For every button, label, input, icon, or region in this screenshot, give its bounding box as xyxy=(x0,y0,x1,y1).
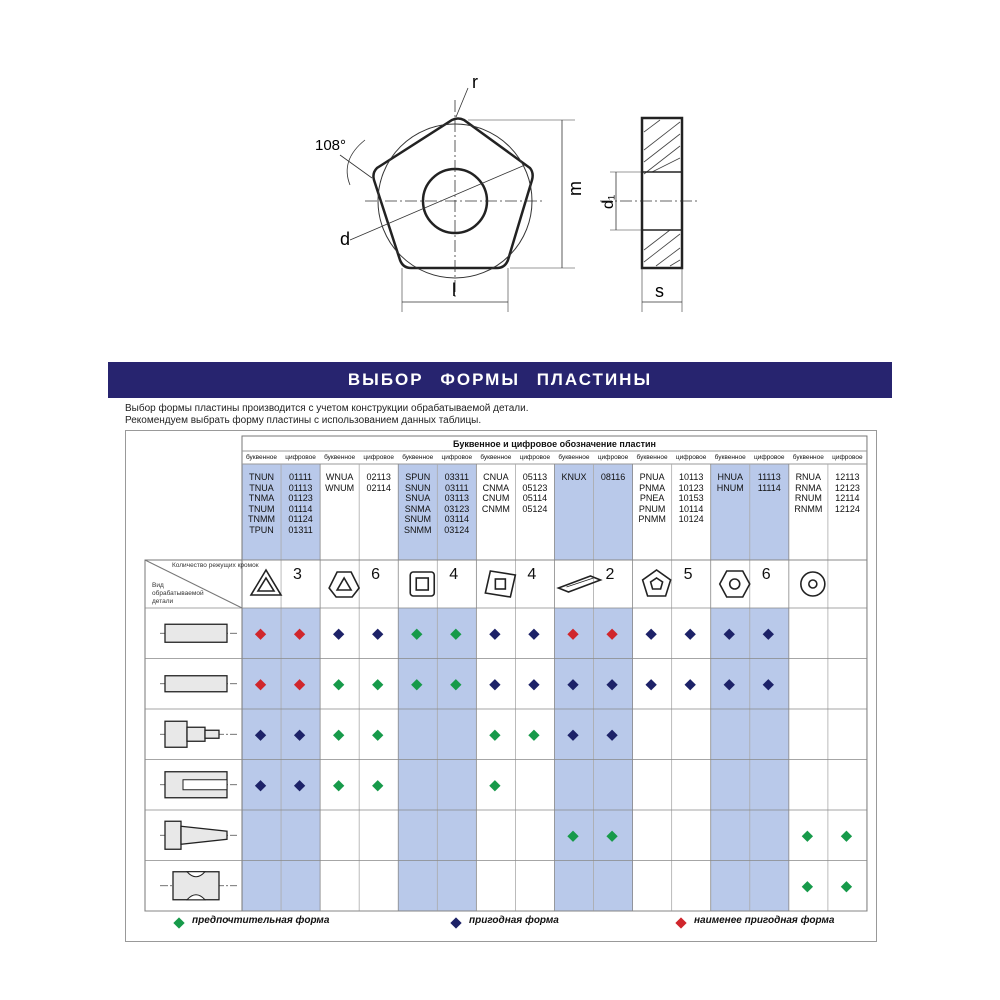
edge-count: 6 xyxy=(371,566,381,583)
suitable-mark xyxy=(372,629,383,640)
stepped-shaft-icon xyxy=(160,721,237,747)
digit-codes: 05113 05123 05114 05124 xyxy=(522,472,548,514)
letter-codes: WNUA WNUM xyxy=(325,472,355,493)
sub-letter-label: буквенное xyxy=(324,454,356,461)
edge-count: 3 xyxy=(293,566,302,583)
sub-digit-label: цифровое xyxy=(363,454,394,461)
page-title: ВЫБОР ФОРМЫ ПЛАСТИНЫ xyxy=(108,362,892,398)
edge-label: l xyxy=(452,280,456,300)
long-shaft-icon xyxy=(160,624,237,642)
intro-line-1: Выбор формы пластины производится с учетом конструкции обрабатываемой детали. xyxy=(125,403,529,414)
sub-letter-label: буквенное xyxy=(480,454,512,461)
corner-part-label: Вид обрабатываемой детали xyxy=(152,582,204,605)
letter-codes: PNUA PNMA PNEA PNUM PNMM xyxy=(638,472,666,524)
preferred-mark xyxy=(372,679,383,690)
edge-count: 4 xyxy=(449,566,459,583)
sub-digit-label: цифровое xyxy=(597,454,629,461)
letter-codes: RNUA RNMA RNUM RNMM xyxy=(794,472,823,514)
suitable-mark xyxy=(489,679,500,690)
preferred-mark xyxy=(802,881,813,892)
preferred-mark xyxy=(333,679,344,690)
digit-codes: 03311 03111 03113 03123 03114 03124 xyxy=(444,472,470,535)
grooved-part-icon xyxy=(160,872,237,900)
sub-letter-label: буквенное xyxy=(714,454,746,461)
preferred-mark xyxy=(802,831,813,842)
thickness-label: s xyxy=(655,281,664,301)
sub-letter-label: буквенное xyxy=(402,454,434,461)
radius-label: r xyxy=(472,72,478,92)
sub-letter-label: буквенное xyxy=(792,454,824,461)
sub-digit-label: цифровое xyxy=(753,454,785,461)
bored-part-icon xyxy=(160,772,237,798)
sub-digit-label: цифровое xyxy=(285,454,316,461)
angle-label: 108° xyxy=(315,137,347,154)
sub-letter-label: буквенное xyxy=(245,454,278,461)
corner-edges-label: Количество режущих кромок xyxy=(172,562,259,569)
preferred-mark xyxy=(372,780,383,791)
suitable-mark xyxy=(685,679,696,690)
suitable-mark xyxy=(645,679,656,690)
preferred-mark xyxy=(841,881,852,892)
suitable-mark xyxy=(645,629,656,640)
legend-preferred: предпочтительная форма xyxy=(192,915,330,926)
letter-codes: HNUA HNUM xyxy=(716,472,744,493)
letter-codes: KNUX xyxy=(561,472,587,482)
sub-digit-label: цифровое xyxy=(675,454,707,461)
edge-count: 4 xyxy=(527,566,537,583)
suitable-mark xyxy=(489,629,500,640)
edge-count: 5 xyxy=(683,566,693,583)
letter-codes: TNUN TNUA TNMA TNUM TNMM TPUN xyxy=(248,472,275,535)
sub-digit-label: цифровое xyxy=(832,454,863,461)
sub-letter-label: буквенное xyxy=(636,454,668,461)
digit-codes: 11113 11114 xyxy=(757,472,781,493)
legend-suitable: пригодная форма xyxy=(469,915,559,926)
edge-count: 6 xyxy=(761,566,771,583)
letter-codes: CNUA CNMA CNUM CNMM xyxy=(481,472,510,514)
sub-digit-label: цифровое xyxy=(519,454,551,461)
preferred-mark xyxy=(333,730,344,741)
preferred-mark xyxy=(489,780,500,791)
letter-codes: SPUN SNUN SNUA SNMA SNUM SNMM xyxy=(403,472,432,535)
tapered-part-icon xyxy=(160,821,237,849)
suitable-mark xyxy=(685,629,696,640)
digit-codes: 12113 12123 12114 12124 xyxy=(834,472,860,514)
edge-count: 2 xyxy=(605,566,615,583)
intro-line-2: Рекомендуем выбрать форму пластины с использованием данных таблицы. xyxy=(125,415,482,426)
preferred-mark xyxy=(333,780,344,791)
sub-letter-label: буквенное xyxy=(558,454,590,461)
legend-least: наименее пригодная форма xyxy=(694,915,835,926)
suitable-mark xyxy=(528,629,539,640)
hole-label: d₁ xyxy=(600,194,617,209)
preferred-mark xyxy=(841,831,852,842)
digit-codes: 10113 10123 10153 10114 10124 xyxy=(678,472,704,524)
preferred-mark xyxy=(489,730,500,741)
digit-codes: 02113 02114 xyxy=(366,472,391,493)
preferred-mark xyxy=(372,730,383,741)
long-shaft-face-icon xyxy=(160,676,237,692)
preferred-mark xyxy=(528,730,539,741)
height-label: m xyxy=(565,181,585,196)
table-header: Буквенное и цифровое обозначение пластин xyxy=(453,439,656,449)
diameter-label: d xyxy=(340,229,351,249)
digit-codes: 01111 01113 01123 01114 01124 01311 xyxy=(288,472,313,535)
digit-codes: 08116 xyxy=(600,472,626,482)
suitable-mark xyxy=(528,679,539,690)
suitable-mark xyxy=(333,629,344,640)
sub-digit-label: цифровое xyxy=(441,454,473,461)
